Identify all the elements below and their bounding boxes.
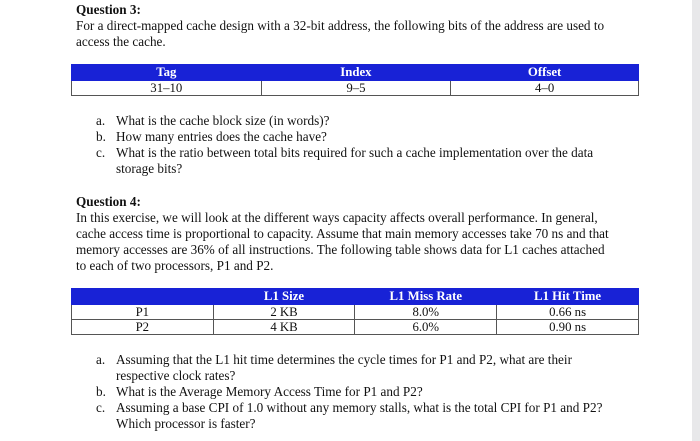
- l1-size-cell: 4 KB: [213, 320, 355, 335]
- list-item: [96, 384, 641, 400]
- item-marker: c.: [96, 145, 106, 160]
- item-marker: b.: [96, 384, 106, 399]
- question-4-intro-line-4: to each of two processors, P1 and P2.: [76, 258, 274, 273]
- item-marker: a.: [96, 113, 106, 128]
- table-row: [72, 320, 639, 335]
- column-header-l1-size: L1 Size: [213, 289, 355, 305]
- processor-cell: P2: [72, 320, 214, 335]
- l1-miss-rate-cell: 8.0%: [355, 305, 497, 320]
- column-header-processor: [72, 289, 214, 305]
- question-3-items: [96, 113, 641, 177]
- item-marker: c.: [96, 400, 106, 415]
- processor-cell: P1: [72, 305, 214, 320]
- item-text: Assuming a base CPI of 1.0 without any memory stalls, what is the total CPI for P1 and P2?: [116, 400, 603, 415]
- item-marker: b.: [96, 129, 106, 144]
- item-text: What is the ratio between total bits required for such a cache implementation over the data: [116, 145, 594, 160]
- list-item: [96, 145, 641, 177]
- list-item: [96, 113, 641, 129]
- table-row: [72, 81, 639, 96]
- list-item: [96, 129, 641, 145]
- item-text: What is the Average Memory Access Time for P1 and P2?: [116, 384, 423, 399]
- question-4-intro-line-1: In this exercise, we will look at the different ways capacity affects overall performance. In general,: [76, 210, 598, 225]
- question-3-intro-line-1: For a direct-mapped cache design with a 32-bit address, the following bits of the address are used to: [76, 18, 605, 33]
- l1-miss-rate-cell: 6.0%: [355, 320, 497, 335]
- item-text-continued: respective clock rates?: [116, 368, 236, 383]
- offset-bits-cell: 4–0: [451, 81, 639, 96]
- column-header-l1-miss-rate: L1 Miss Rate: [355, 289, 497, 305]
- question-3-title: Question 3:: [76, 2, 141, 17]
- list-item: [96, 400, 641, 432]
- question-4-items: [96, 352, 641, 432]
- item-text-continued: Which processor is faster?: [116, 416, 256, 431]
- question-4-intro-line-2: cache access time is proportional to capacity. Assume that main memory accesses take 70 ns and that: [76, 226, 609, 241]
- item-text: Assuming that the L1 hit time determines the cycle times for P1 and P2, what are their: [116, 352, 572, 367]
- index-bits-cell: 9–5: [261, 81, 451, 96]
- question-4-intro-line-3: memory accesses are 36% of all instructions. The following table shows data for L1 caches attached: [76, 242, 605, 257]
- table-header-row: [72, 65, 639, 81]
- l1-hit-time-cell: 0.90 ns: [497, 320, 639, 335]
- column-header-index: Index: [261, 65, 451, 81]
- column-header-l1-hit-time: L1 Hit Time: [497, 289, 639, 305]
- item-text: What is the cache block size (in words)?: [116, 113, 330, 128]
- address-bits-table: [71, 64, 639, 96]
- item-marker: a.: [96, 352, 106, 367]
- tag-bits-cell: 31–10: [72, 81, 262, 96]
- l1-size-cell: 2 KB: [213, 305, 355, 320]
- question-4: [76, 194, 646, 274]
- l1-cache-table: [71, 288, 639, 335]
- column-header-offset: Offset: [451, 65, 639, 81]
- page-edge-shadow: [692, 0, 700, 441]
- list-item: [96, 352, 641, 384]
- column-header-tag: Tag: [72, 65, 262, 81]
- table-row: [72, 305, 639, 320]
- table-header-row: [72, 289, 639, 305]
- l1-hit-time-cell: 0.66 ns: [497, 305, 639, 320]
- item-text: How many entries does the cache have?: [116, 129, 327, 144]
- question-4-title: Question 4:: [76, 194, 141, 209]
- question-3-intro-line-2: access the cache.: [76, 34, 166, 49]
- question-3: [76, 2, 646, 50]
- item-text-continued: storage bits?: [116, 161, 183, 176]
